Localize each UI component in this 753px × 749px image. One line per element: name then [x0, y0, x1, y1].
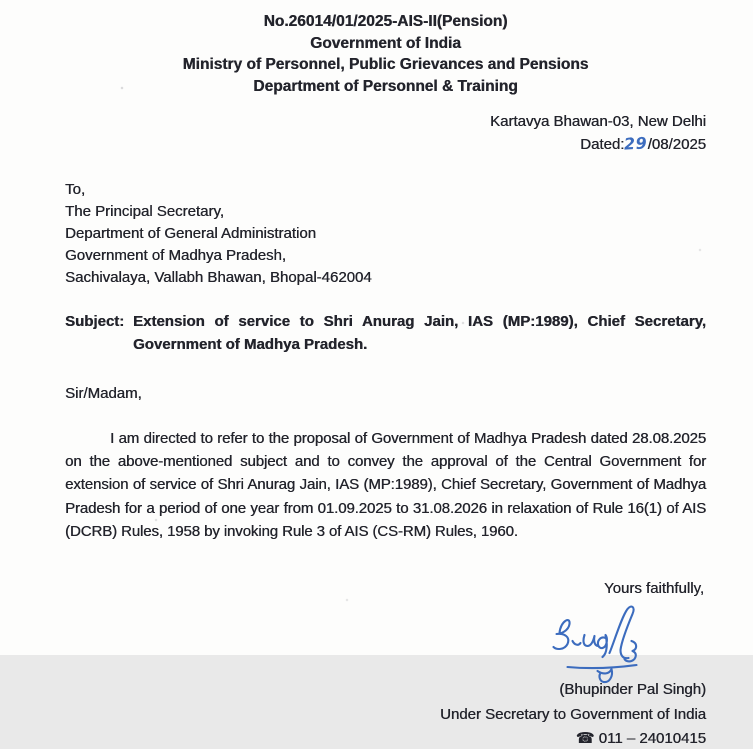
signatory-designation: Under Secretary to Government of India [440, 706, 706, 724]
signatory-name: (Bhupinder Pal Singh) [559, 681, 706, 699]
recipient-address-block [65, 179, 706, 289]
salutation: Sir/Madam, [65, 385, 142, 402]
place-date-block [65, 111, 706, 156]
body-paragraph: I am directed to refer to the proposal of Government of Madhya Pradesh dated 28.08.2025 on the above-mentioned subject and to convey the approval of the Central Government for extension of service of Shri Anurag Jain, IAS (MP:1989), Chief Secretary, Government of Madhya Pradesh for a period of one year from 01.09.2025 to 31.08.2026 in relaxation of Rule 16(1) of AIS (DCRB) Rules, 1958 by invoking Rule 3 of AIS (CS-RM) Rules, 1960. [65, 430, 706, 540]
date-label: Dated: [580, 136, 625, 153]
recipient-line-department: Department of General Administration [65, 225, 316, 242]
subject-text: Extension of service to Shri Anurag Jain, IAS (MP:1989), Chief Secretary, Government of Madhya Pradesh. [133, 313, 706, 353]
signature-ink-icon [538, 603, 656, 685]
ministry-line: Ministry of Personnel, Public Grievances and Pensions [182, 56, 589, 73]
signature-handwriting [65, 603, 656, 685]
recipient-line-government: Government of Madhya Pradesh, [65, 247, 286, 264]
place-line: Kartavya Bhawan-03, New Delhi [490, 113, 706, 130]
closing-phrase: Yours faithfully, [603, 580, 704, 598]
letterhead [65, 11, 706, 97]
subject-block [65, 310, 706, 356]
subject-label: Subject: [65, 313, 125, 330]
phone-number: 011 – 24010415 [598, 730, 706, 748]
department-line: Department of Personnel & Training [253, 77, 518, 95]
date-line [65, 133, 706, 156]
recipient-line-title: The Principal Secretary, [65, 203, 224, 220]
phone-line [65, 728, 706, 749]
date-rest: /08/2025 [647, 136, 706, 153]
recipient-line-address: Sachivalaya, Vallabh Bhawan, Bhopal-462004 [65, 269, 372, 286]
closing-block [65, 578, 706, 749]
govt-of-india-line: Government of India [310, 34, 461, 52]
telephone-icon: ☎ [575, 730, 595, 748]
recipient-line-to: To, [65, 181, 86, 198]
handwritten-date-day: 29 [623, 133, 649, 154]
reference-number: No.26014/01/2025-AIS-II(Pension) [263, 13, 508, 30]
